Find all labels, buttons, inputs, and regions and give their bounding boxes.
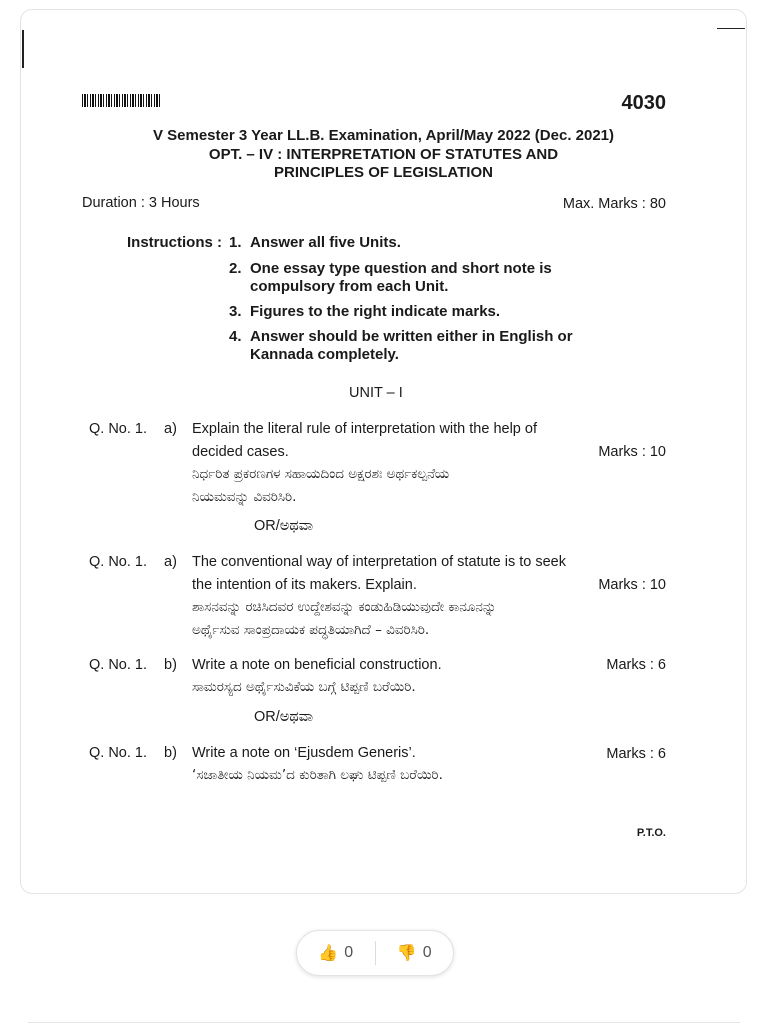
question-marks: Marks : 10: [598, 577, 666, 593]
page-divider: [28, 1022, 740, 1023]
question-text-kn: ನಿರ್ಧರಿತ ಪ್ರಕರಣಗಳ ಸಹಾಯದಿಂದ ಅಕ್ಷರಶಃ ಅರ್ಥಕಲ್ಪನೆಯ: [192, 466, 450, 482]
max-marks: Max. Marks : 80: [562, 196, 666, 212]
downvote-button[interactable]: [376, 943, 454, 963]
instruction-number: 1.: [229, 234, 242, 251]
question-marks: Marks : 6: [606, 746, 666, 762]
question-text-en: The conventional way of interpretation of statute is to seek: [192, 554, 566, 570]
thumbs-down-icon: 👎: [396, 945, 417, 962]
question-part: b): [164, 745, 177, 761]
duration: Duration : 3 Hours: [82, 195, 200, 211]
question-number: Q. No. 1.: [89, 657, 148, 673]
or-separator: OR/ಅಥವಾ: [254, 709, 314, 725]
instruction-text: Answer should be written either in English or: [250, 328, 573, 345]
question-text-kn: ಶಾಸನವನ್ನು ರಚಿಸಿದವರ ಉದ್ದೇಶವನ್ನು ಕಂಡುಹಿಡಿಯುವುದೇ ಕಾನೂನನ್ನು: [192, 599, 497, 615]
question-text-en: Write a note on beneficial construction.: [192, 657, 442, 673]
question-marks: Marks : 6: [606, 657, 666, 673]
question-number: Q. No. 1.: [89, 554, 148, 570]
scan-edge-mark: [22, 30, 24, 68]
instruction-text: Kannada completely.: [250, 346, 399, 363]
instruction-text: compulsory from each Unit.: [250, 278, 449, 295]
scan-edge-mark: [717, 28, 745, 29]
downvote-count: 0: [422, 944, 432, 961]
upvote-button[interactable]: [297, 943, 375, 963]
instructions-label: Instructions :: [127, 234, 223, 251]
subject-title: OPT. – IV : INTERPRETATION OF STATUTES AND: [208, 146, 559, 163]
unit-heading: UNIT – I: [349, 385, 403, 401]
question-part: a): [164, 421, 177, 437]
upvote-count: 0: [344, 944, 354, 961]
question-text-kn: ಅರ್ಥೈಸುವ ಸಾಂಪ್ರದಾಯಕ ಪದ್ಧತಿಯಾಗಿದೆ – ವಿವರಿಸಿರಿ.: [192, 622, 430, 638]
exam-title: V Semester 3 Year LL.B. Examination, April/May 2022 (Dec. 2021): [152, 127, 615, 144]
question-text-en: Explain the literal rule of interpretation with the help of: [192, 421, 537, 437]
instruction-text: One essay type question and short note is: [250, 260, 552, 277]
question-text-en: the intention of its makers. Explain.: [192, 577, 417, 593]
paper-code: 4030: [621, 92, 666, 114]
question-part: b): [164, 657, 177, 673]
question-part: a): [164, 554, 177, 570]
question-marks: Marks : 10: [598, 444, 666, 460]
subject-title-cont: PRINCIPLES OF LEGISLATION: [274, 164, 493, 181]
instruction-number: 4.: [229, 328, 242, 345]
document-card: [20, 9, 747, 894]
question-number: Q. No. 1.: [89, 745, 148, 761]
question-text-en: Write a note on ‘Ejusdem Generis’.: [192, 745, 416, 761]
question-text-kn: ಸಾಮರಸ್ಯದ ಅರ್ಥೈಸುವಿಕೆಯ ಬಗ್ಗೆ ಟಿಪ್ಪಣಿ ಬರೆಯಿರಿ.: [192, 679, 416, 695]
pto-note: P.T.O.: [636, 827, 666, 839]
question-number: Q. No. 1.: [89, 421, 148, 437]
question-text-en: decided cases.: [192, 444, 289, 460]
instruction-number: 3.: [229, 303, 242, 320]
question-text-kn: ‘ಸಜಾತೀಯ ನಿಯಮ’ದ ಕುರಿತಾಗಿ ಲಘು ಟಿಪ್ಪಣಿ ಬರೆಯಿರಿ.: [192, 767, 443, 783]
instruction-text: Answer all five Units.: [250, 234, 401, 251]
exam-paper-scan: [21, 10, 746, 893]
thumbs-up-icon: 👍: [318, 945, 339, 962]
question-text-kn: ನಿಯಮವನ್ನು ವಿವರಿಸಿರಿ.: [192, 489, 297, 505]
vote-bar: [296, 930, 454, 976]
instruction-number: 2.: [229, 260, 242, 277]
or-separator: OR/ಅಥವಾ: [254, 518, 314, 534]
barcode: [82, 94, 162, 107]
instruction-text: Figures to the right indicate marks.: [250, 303, 501, 320]
